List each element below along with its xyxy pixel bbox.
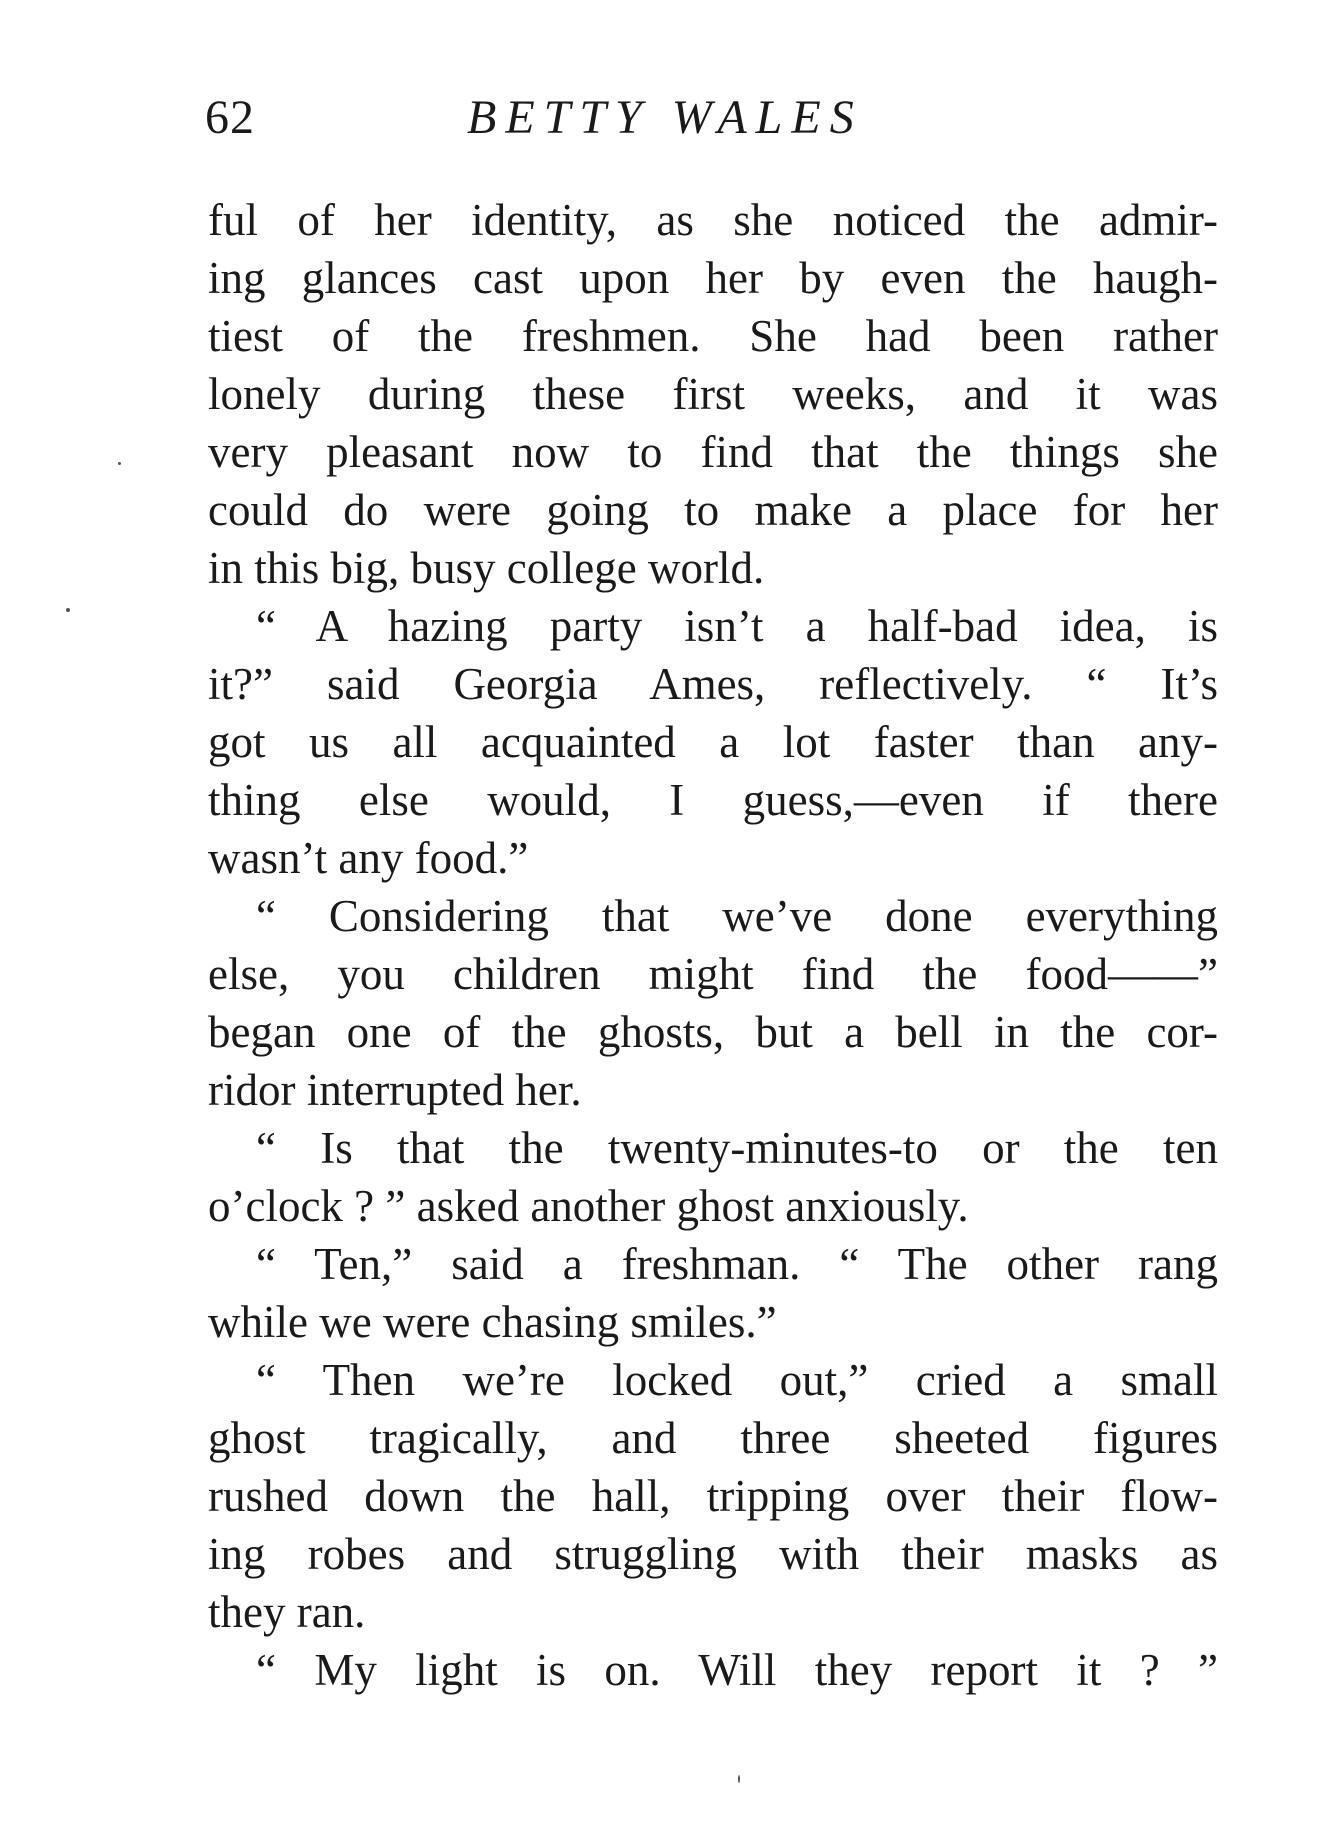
text-line: else, you children might find the food——” [208,949,1218,999]
page-header [205,88,1215,158]
text-line: began one of the ghosts, but a bell in the cor- [208,1007,1218,1057]
text-line: “ Then we’re locked out,” cried a small [256,1355,1218,1405]
text-line: rushed down the hall, tripping over their flow- [208,1471,1218,1521]
text-line: “ Ten,” said a freshman. “ The other rang [256,1239,1218,1289]
text-line: in this big, busy college world. [208,543,765,593]
text-line: ing robes and struggling with their masks as [208,1529,1218,1579]
text-line: ridor interrupted her. [208,1065,582,1115]
running-title: BETTY WALES [467,91,863,144]
text-line: got us all acquainted a lot faster than any- [208,717,1218,767]
text-line: thing else would, I guess,—even if there [208,775,1218,825]
body-text [208,191,1218,1699]
text-line: ing glances cast upon her by even the haugh- [208,253,1218,303]
text-line: ful of her identity, as she noticed the admir- [208,195,1218,245]
scan-speck [66,608,70,612]
scan-speck [738,1775,740,1783]
text-line: lonely during these first weeks, and it was [208,369,1218,419]
text-line: they ran. [208,1587,366,1637]
text-line: o’clock ? ” asked another ghost anxiously. [208,1181,969,1231]
text-line: “ Considering that we’ve done everything [256,891,1218,941]
text-line: could do were going to make a place for her [208,485,1218,535]
text-line: ghost tragically, and three sheeted figures [208,1413,1218,1463]
scan-speck [118,462,121,465]
page-number: 62 [205,91,255,144]
text-line: while we were chasing smiles.” [208,1297,777,1347]
text-line: “ My light is on. Will they report it ? ” [256,1645,1218,1695]
text-line: it?” said Georgia Ames, reflectively. “ It’s [208,659,1218,709]
text-line: wasn’t any food.” [208,833,529,883]
text-line: “ A hazing party isn’t a half-bad idea, is [256,601,1218,651]
text-line: “ Is that the twenty-minutes-to or the ten [256,1123,1218,1173]
text-line: tiest of the freshmen. She had been rather [208,311,1218,361]
text-line: very pleasant now to find that the things she [208,427,1218,477]
